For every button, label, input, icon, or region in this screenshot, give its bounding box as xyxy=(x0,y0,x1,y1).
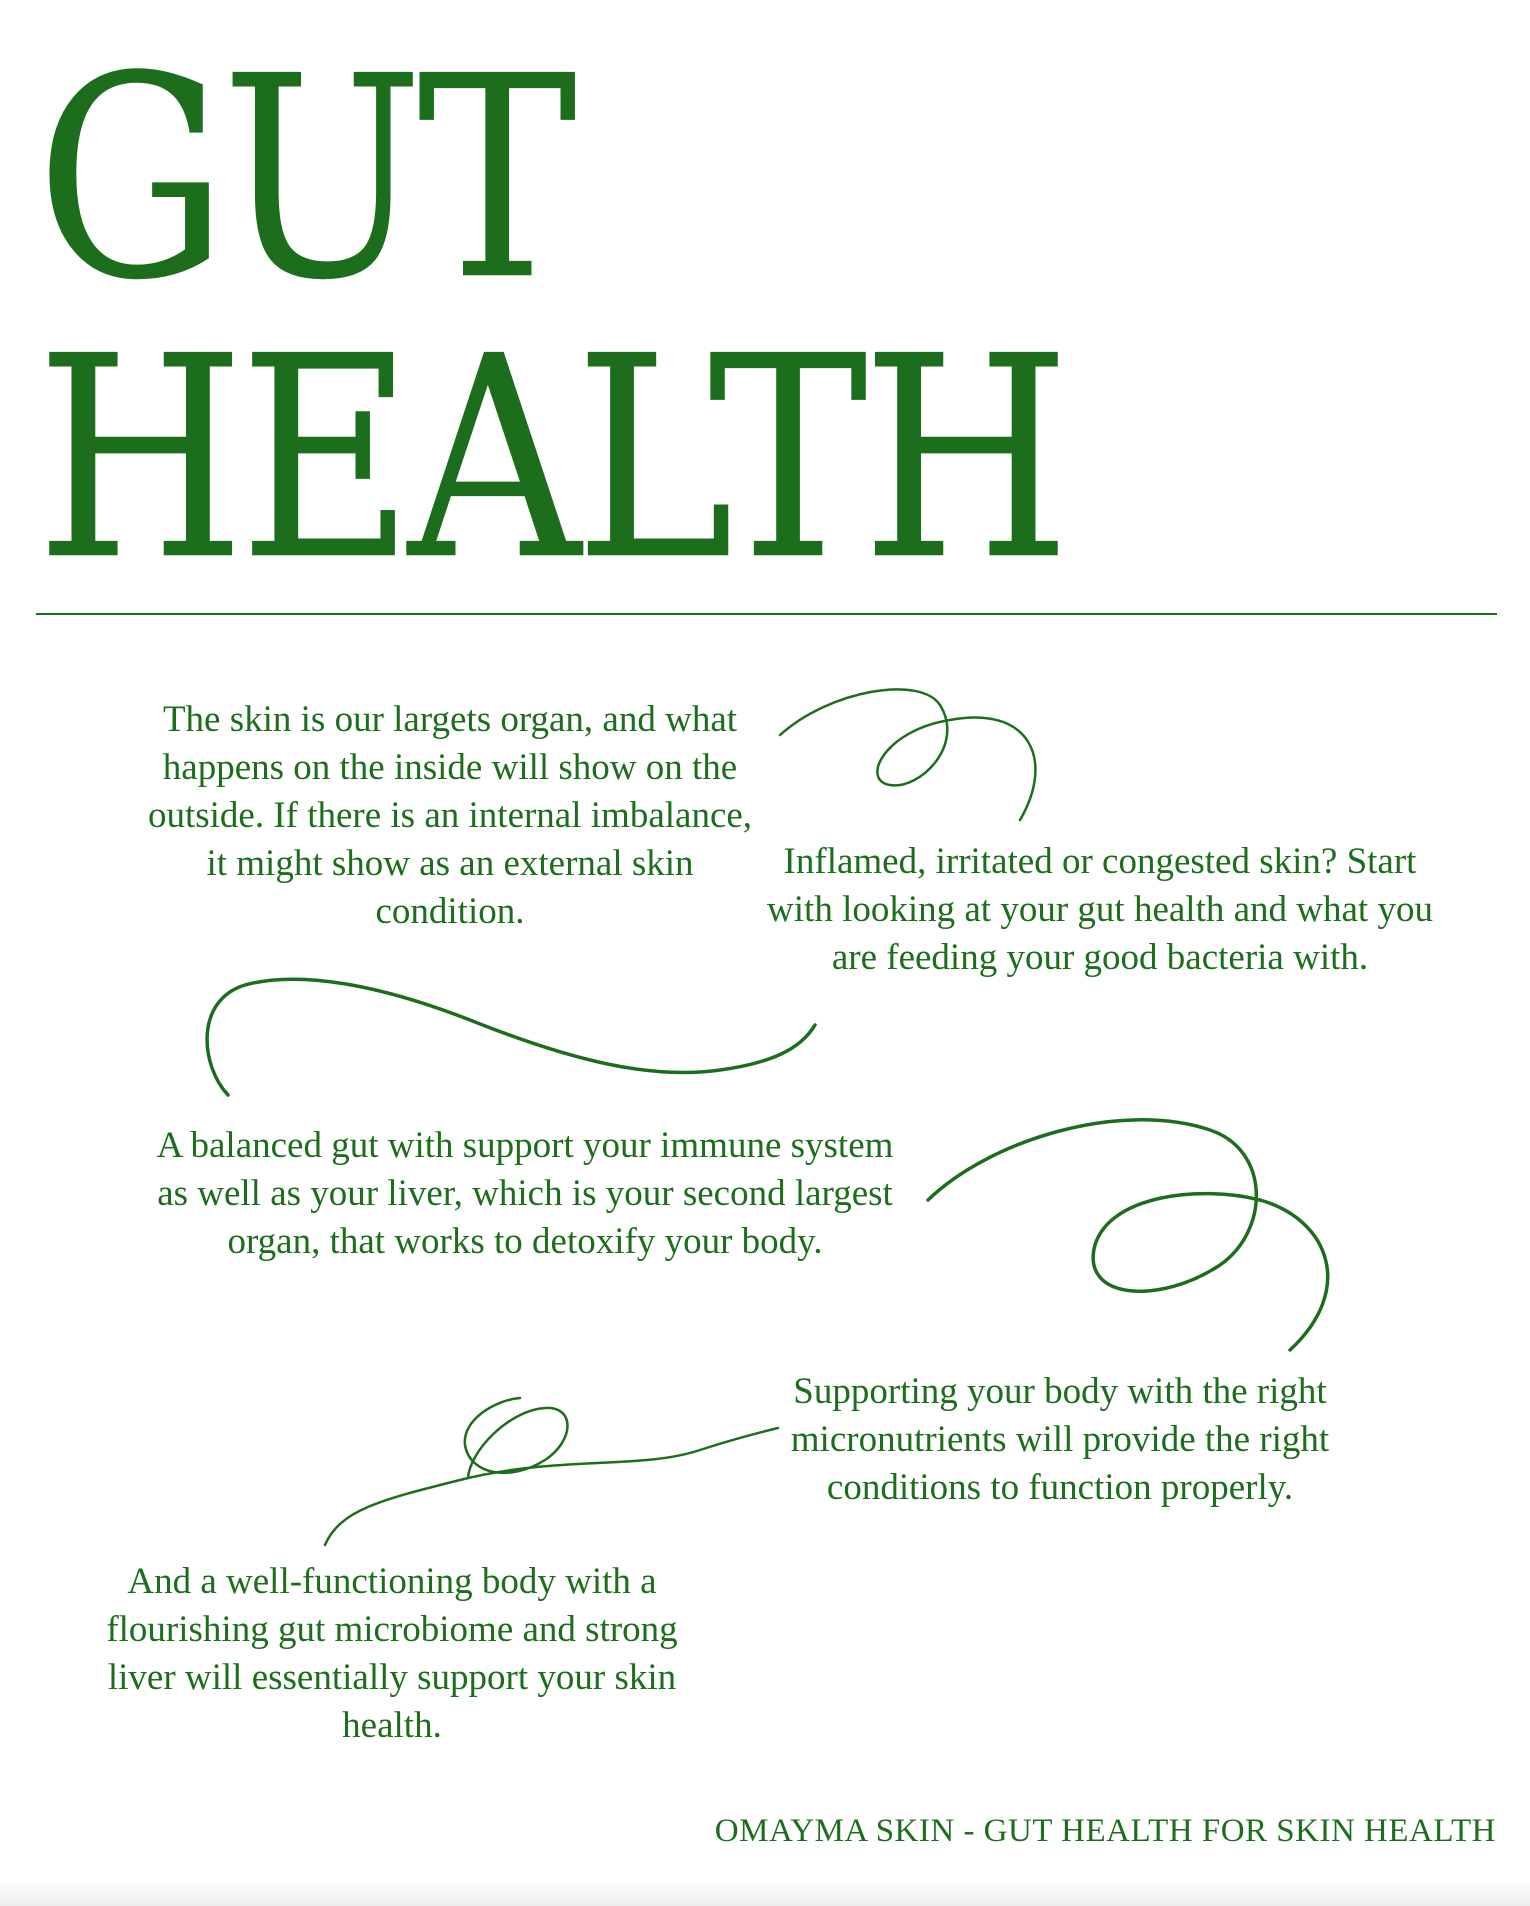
swirl-loop-right xyxy=(928,1120,1328,1350)
footer-caption: OMAYMA SKIN - GUT HEALTH FOR SKIN HEALTH xyxy=(714,1813,1496,1849)
paragraph-micronutrients: Supporting your body with the right micronutrients will provide the right conditions to function properly. xyxy=(790,1371,1330,1508)
title-line-gut: GUT xyxy=(36,16,571,342)
paragraph-inflamed-skin: Inflamed, irritated or congested skin? Start with looking at your gut health and what you are feeding your good bacteria with. xyxy=(767,841,1433,978)
swirl-bottom-left xyxy=(325,1428,778,1545)
bottom-shadow xyxy=(0,1880,1530,1906)
swirl-top-right xyxy=(780,689,1035,820)
title-line-health: HEALTH xyxy=(36,296,1065,622)
paragraph-balanced-gut: A balanced gut with support your immune system as well as your liver, which is your second largest organ, that works to detoxify your body. xyxy=(156,1125,894,1262)
paragraph-skin-organ: The skin is our largets organ, and what happens on the inside will show on the outside. If there is an internal imbalance, it might show as an external skin condition. xyxy=(147,699,753,932)
paragraph-skin-health: And a well-functioning body with a flourishing gut microbiome and strong liver will essentially support your skin health. xyxy=(106,1561,678,1746)
swirl-wave-middle xyxy=(207,979,815,1095)
